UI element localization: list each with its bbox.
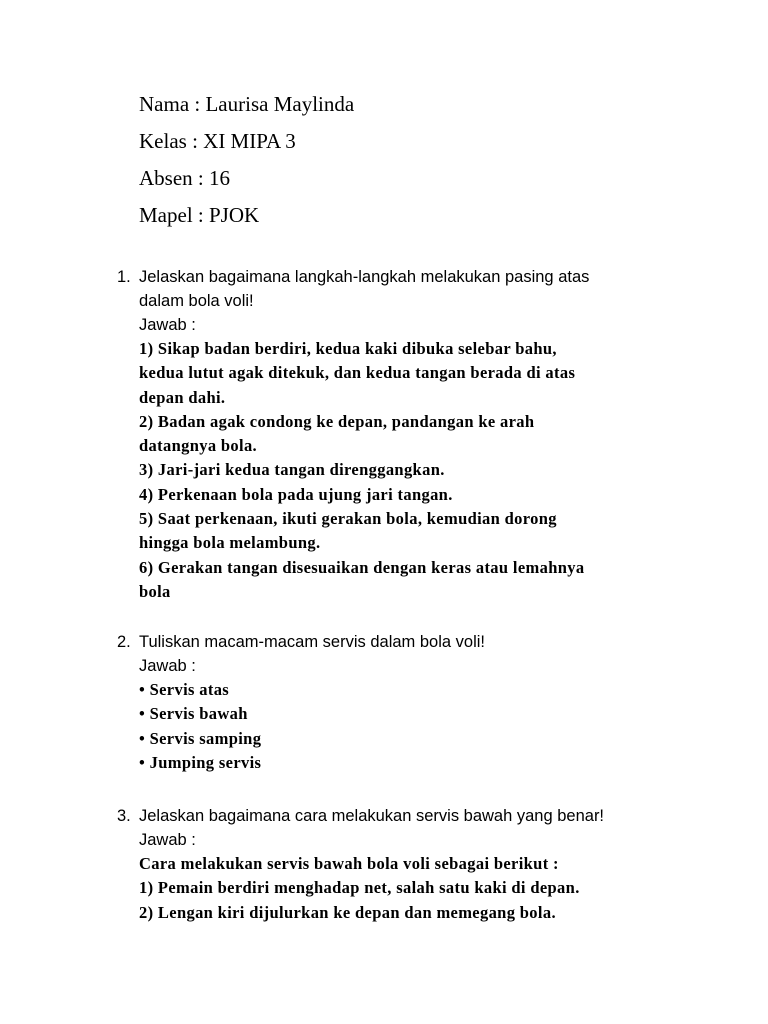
question-body <box>139 265 699 604</box>
question-text-line: Jelaskan bagaimana cara melakukan servis bawah yang benar! <box>139 807 605 825</box>
question-text-line: Tuliskan macam-macam servis dalam bola voli! <box>139 633 485 651</box>
answer-line: 2) Lengan kiri dijulurkan ke depan dan memegang bola. <box>139 902 556 922</box>
answer-line: Cara melakukan servis bawah bola voli sebagai berikut : <box>139 854 559 873</box>
answer-line: 5) Saat perkenaan, ikuti gerakan bola, kemudian dorong <box>139 509 557 529</box>
student-info-header <box>139 86 354 234</box>
answer-block <box>139 678 699 775</box>
answer-line: • Servis bawah <box>139 704 248 724</box>
answer-line: 6) Gerakan tangan disesuaikan dengan keras atau lemahnya <box>139 557 585 577</box>
answer-label: Jawab : <box>139 831 196 849</box>
answer-line: datangnya bola. <box>139 436 258 456</box>
student-name: Nama : Laurisa Maylinda <box>139 92 355 116</box>
student-class: Kelas : XI MIPA 3 <box>139 129 296 153</box>
answer-block <box>139 852 699 925</box>
answer-line: • Jumping servis <box>139 752 262 772</box>
question-number: 3. <box>117 807 131 825</box>
answer-line: kedua lutut agak ditekuk, dan kedua tangan berada di atas <box>139 363 576 383</box>
answer-line: hingga bola melambung. <box>139 533 321 553</box>
question-number: 2. <box>117 633 131 651</box>
student-number: Absen : 16 <box>139 166 230 190</box>
answer-label: Jawab : <box>139 657 196 675</box>
question-number: 1. <box>117 268 131 286</box>
question-body <box>139 630 699 775</box>
answer-label: Jawab : <box>139 316 196 334</box>
subject: Mapel : PJOK <box>139 203 260 227</box>
answer-line: 3) Jari-jari kedua tangan direnggangkan. <box>139 460 445 480</box>
answer-line: bola <box>139 581 171 601</box>
answer-line: 1) Pemain berdiri menghadap net, salah satu kaki di depan. <box>139 878 580 898</box>
question-text-line: dalam bola voli! <box>139 292 254 310</box>
answer-line: • Servis atas <box>139 680 230 699</box>
question-body <box>139 804 699 925</box>
answer-line: 2) Badan agak condong ke depan, pandangan ke arah <box>139 411 535 431</box>
answer-block <box>139 337 699 604</box>
question-text-line: Jelaskan bagaimana langkah-langkah melakukan pasing atas <box>139 268 590 286</box>
answer-line: • Servis samping <box>139 728 262 748</box>
answer-line: 4) Perkenaan bola pada ujung jari tangan. <box>139 484 453 504</box>
answer-line: depan dahi. <box>139 387 226 407</box>
answer-line: 1) Sikap badan berdiri, kedua kaki dibuka selebar bahu, <box>139 339 557 358</box>
